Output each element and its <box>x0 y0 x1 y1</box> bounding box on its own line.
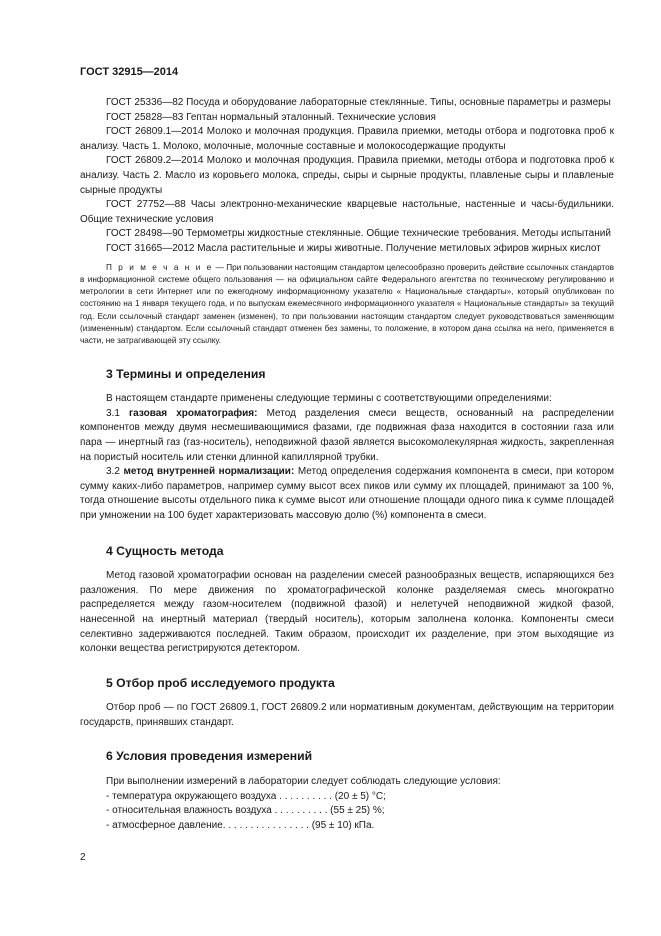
reference-item: ГОСТ 28498—90 Термометры жидкостные стеклянные. Общие технические требования. Методы испытаний <box>106 228 611 240</box>
reference-item: ГОСТ 25336—82 Посуда и оборудование лабораторные стеклянные. Типы, основные параметры и размеры <box>106 97 611 108</box>
condition-item: - атмосферное давление. . . . . . . . . . . . . . . . (95 ± 10) кПа. <box>106 819 375 831</box>
section-3-intro: В настоящем стандарте применены следующие термины с соответствующими определениями: <box>106 393 552 405</box>
page-number: 2 <box>80 852 86 863</box>
document-header: ГОСТ 32915—2014 <box>80 66 179 78</box>
page-content <box>80 96 614 833</box>
reference-item: ГОСТ 26809.1—2014 Молоко и молочная продукция. Правила приемки, методы отбора и подготовка проб к анализу. Часть 1. Молоко, молочные, молочные составные и молокосодержащие продукты <box>80 126 614 152</box>
note-label: П р и м е ч а н и е <box>106 262 214 272</box>
section-4-text: Метод газовой хроматографии основан на разделении смесей разнообразных веществ, испаряющихся без разложения. По мере движения по хроматографической колонке разделяемая смесь многократно распределяется между газом-носителем (подвижной фазой) и нелетучей неподвижной жидкой фазой, нанесенной на инертный материал (твердый носитель), которым заполнена колонка. Компоненты смеси селективно задерживаются последней. Таким образом, происходит их разделение, при этом выходящие из колонки вещества регистрируются детектором. <box>80 570 614 655</box>
section-6-heading: 6 Условия проведения измерений <box>106 749 313 764</box>
note-paragraph <box>80 262 614 348</box>
section-4-heading: 4 Сущность метода <box>106 543 224 558</box>
reference-item: ГОСТ 27752—88 Часы электронно-механические кварцевые настольные, настенные и часы-будильники. Общие технические условия <box>80 199 614 225</box>
section-5-text: Отбор проб — по ГОСТ 26809.1, ГОСТ 26809.2 или нормативным документам, действующим на территории государств, принявших стандарт. <box>80 702 614 728</box>
section-6-intro: При выполнении измерений в лаборатории следует соблюдать следующие условия: <box>106 776 501 788</box>
conditions-list <box>80 790 614 834</box>
note-text: — При пользовании настоящим стандартом целесообразно проверить действие ссылочных стандартов в информационной системе общего пользования — на официальном сайте Федерального агентства по техническому регулированию и метрологии в сети Интернет или по ежегодному информационному указателю « Национальные стандарты», который опубликован по состоянию на 1 января текущего года, и по выпускам ежемесячного информационного указателя « Национальные стандарты» за текущий год. Если ссылочный стандарт заменен (изменен), то при пользовании настоящим стандартом следует руководствоваться заменяющим (измененным) стандартом. Если ссылочный стандарт отменен без замены, то положение, в котором дана ссылка на него, применяется в части, не затрагивающей эту ссылку. <box>80 262 614 346</box>
term-definition <box>80 407 614 465</box>
term-text: Метод разделения смеси веществ, основанный на распределении компонентов между двумя несмешивающимися фазами, где подвижная фаза находится в состоянии газа или пара — инертный газ (газ-носитель), неподвижной фазой является высокомолекулярная жидкость, закрепленная на пористый носитель или стенки длинной капиллярной трубки. <box>80 407 614 463</box>
section-5-heading: 5 Отбор проб исследуемого продукта <box>106 675 335 690</box>
reference-item: ГОСТ 31665—2012 Масла растительные и жиры животные. Получение метиловых эфиров жирных кислот <box>106 242 601 254</box>
term-number: 3.1 <box>106 407 130 419</box>
term-name: метод внутренней нормализации: <box>123 466 295 478</box>
term-definition <box>80 465 614 523</box>
term-name: газовая хроматография: <box>129 407 258 419</box>
term-text: Метод определения содержания компонента в смеси, при котором сумму каких-либо параметров, например сумму высот всех пиков или сумму их площадей, принимают за 100 %, тогда отношение высоты отдельного пика к сумме высот или отношение площади одного пика к сумме площадей при умножении на 100 будет характеризовать массовую долю (%) компонента в смеси. <box>80 466 614 521</box>
section-3-heading: 3 Термины и определения <box>106 366 266 381</box>
reference-item: ГОСТ 26809.2—2014 Молоко и молочная продукция. Правила приемки, методы отбора и подготовка проб к анализу. Часть 2. Масло из коровьего молока, спреды, сыры и сырные продукты, плавленые сыры и плавленые сырные продукты <box>80 155 614 196</box>
reference-item: ГОСТ 25828—83 Гептан нормальный эталонный. Технические условия <box>106 111 436 123</box>
term-number: 3.2 <box>106 466 124 478</box>
condition-item: - относительная влажность воздуха . . . . . . . . . . (55 ± 25) %; <box>106 805 385 817</box>
condition-item: - температура окружающего воздуха . . . . . . . . . . (20 ± 5) °С; <box>106 790 386 802</box>
